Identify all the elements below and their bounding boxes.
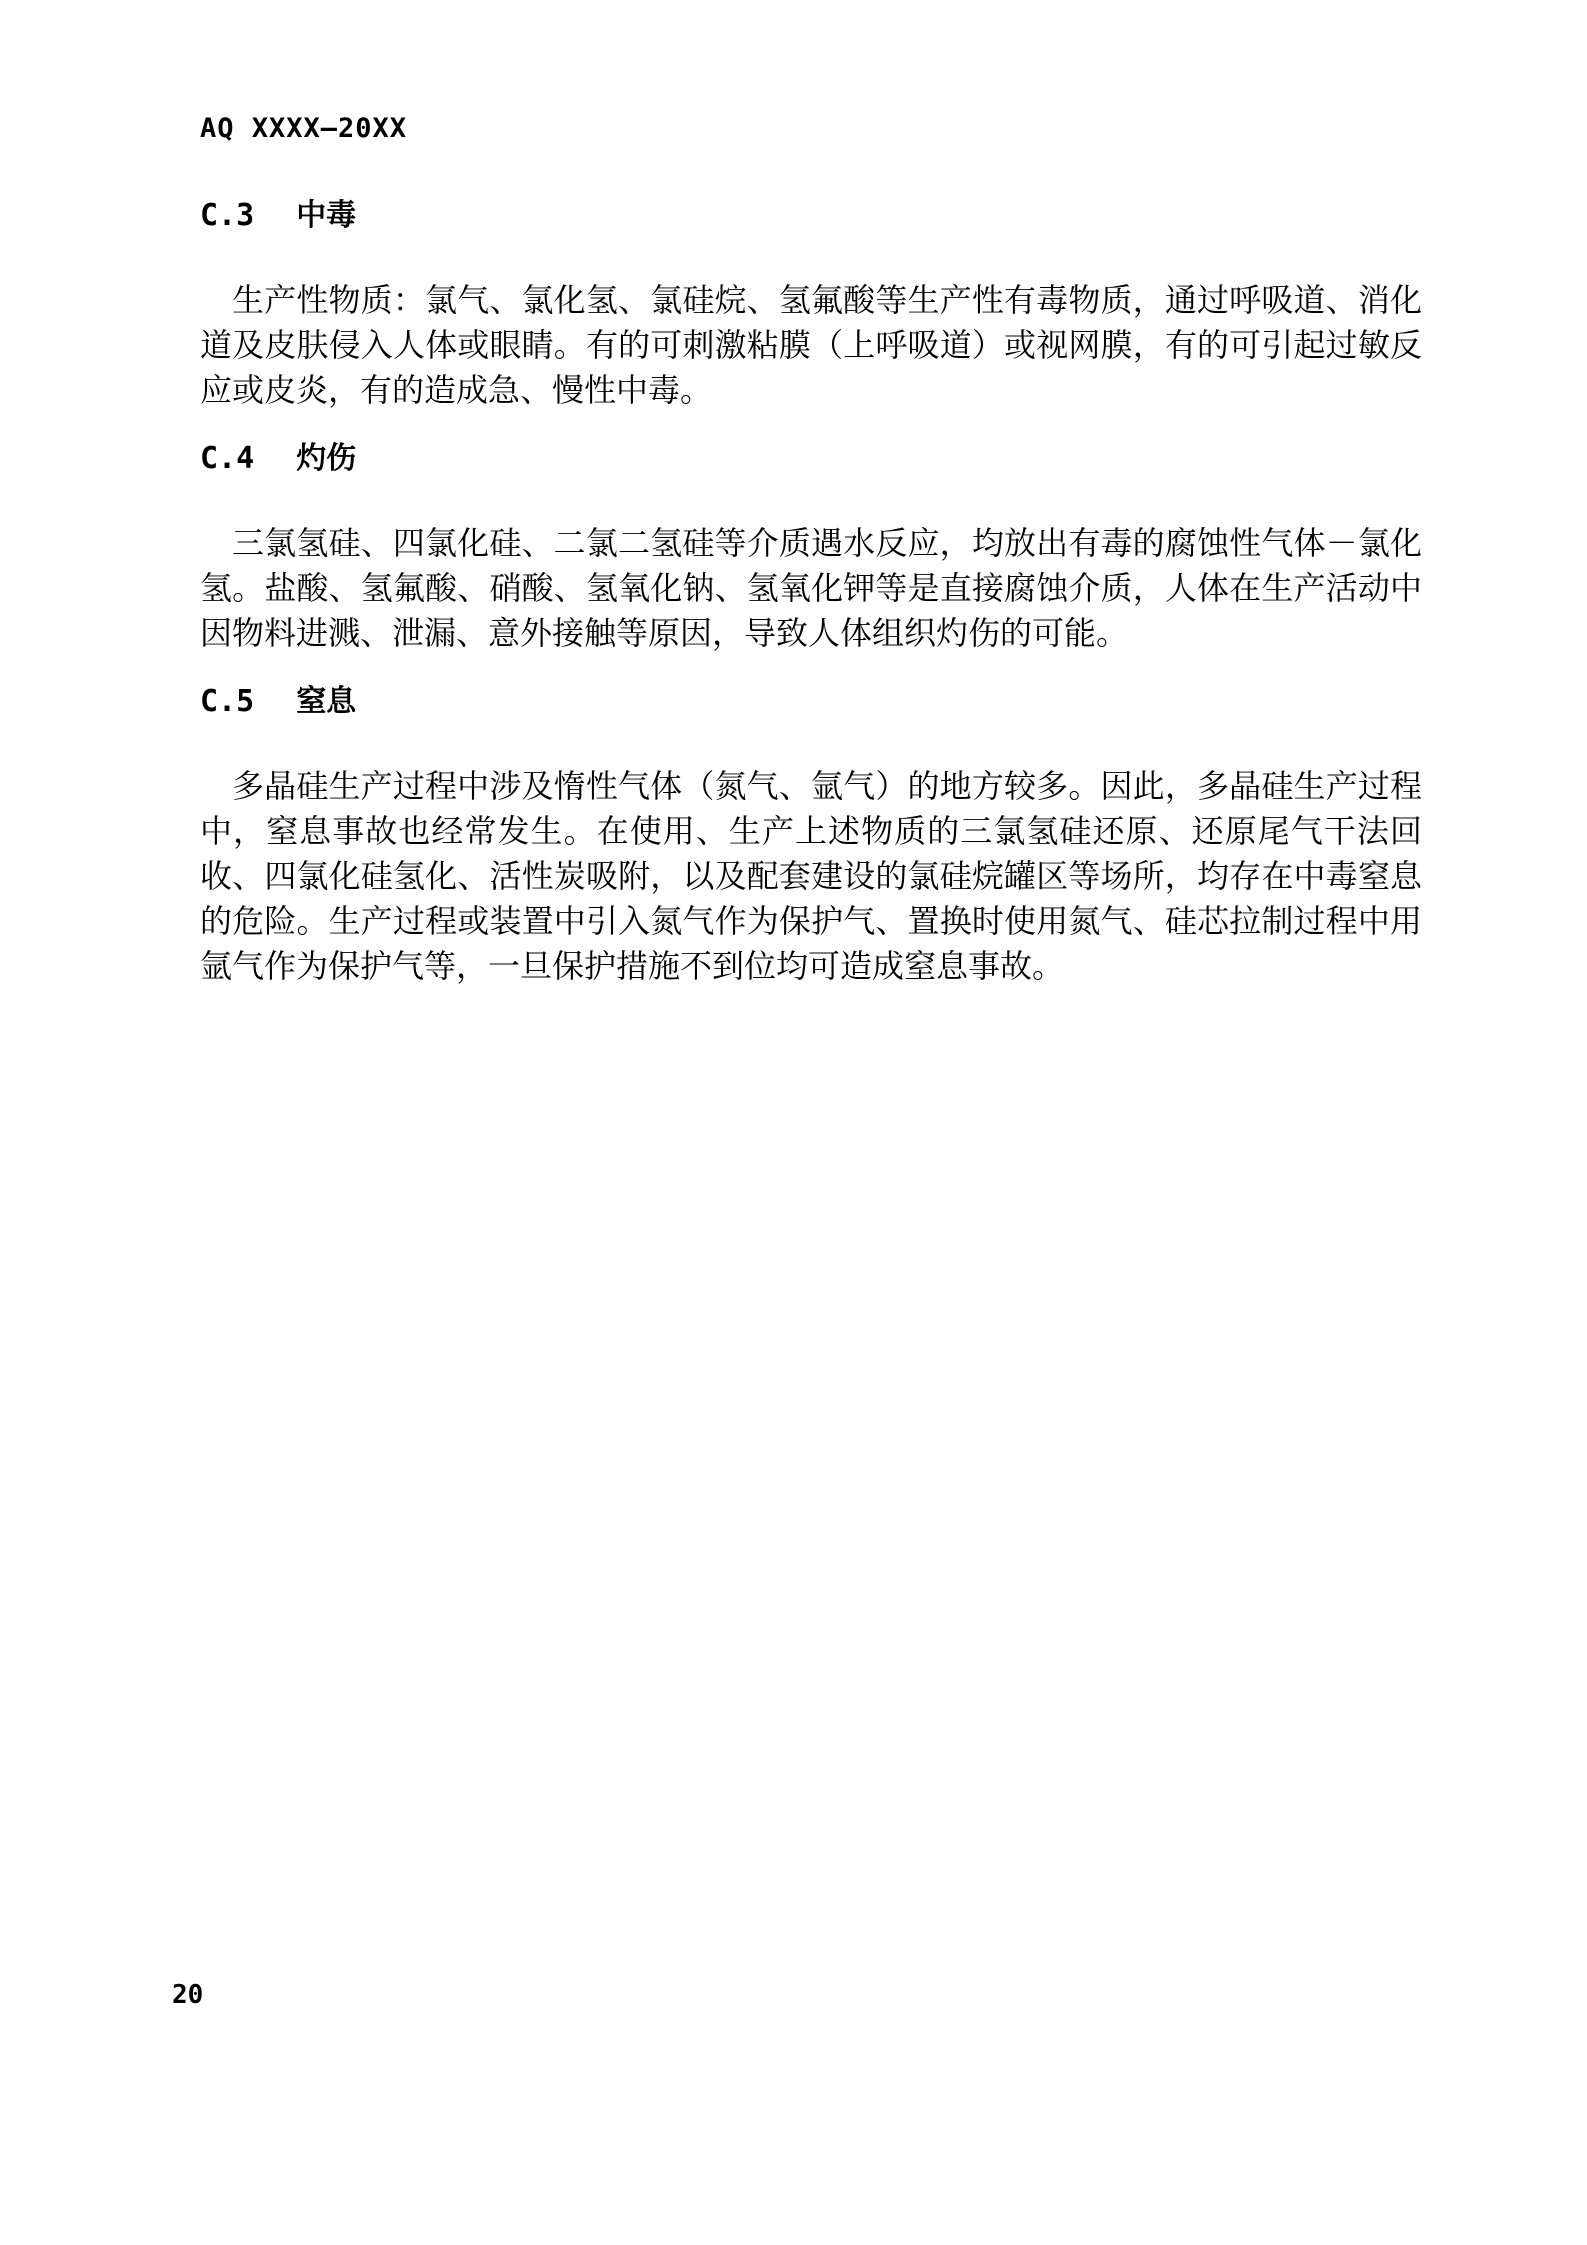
section-c3-poisoning <box>200 198 1422 413</box>
section-title: 中毒 <box>296 199 357 232</box>
section-title: 窒息 <box>296 685 357 718</box>
section-body-paragraph: 多晶硅生产过程中涉及惰性气体（氮气、氩气）的地方较多。因此，多晶硅生产过程中，窒息事故也经常发生。在使用、生产上述物质的三氯氢硅还原、还原尾气干法回收、四氯化硅氢化、活性炭吸附，以及配套建设的氯硅烷罐区等场所，均存在中毒窒息的危险。生产过程或装置中引入氮气作为保护气、置换时使用氮气、硅芯拉制过程中用氩气作为保护气等，一旦保护措施不到位均可造成窒息事故。 <box>200 768 1422 984</box>
section-body-paragraph: 生产性物质：氯气、氯化氢、氯硅烷、氢氟酸等生产性有毒物质，通过呼吸道、消化道及皮肤侵入人体或眼睛。有的可刺激粘膜（上呼吸道）或视网膜，有的可引起过敏反应或皮炎，有的造成急、慢性中毒。 <box>200 282 1422 408</box>
standard-code-header: AQ XXXX—20XX <box>200 113 408 144</box>
section-c4-burns <box>200 441 1422 656</box>
section-body-paragraph: 三氯氢硅、四氯化硅、二氯二氢硅等介质遇水反应，均放出有毒的腐蚀性气体－氯化氢。盐酸、氢氟酸、硝酸、氢氧化钠、氢氧化钾等是直接腐蚀介质，人体在生产活动中因物料进溅、泄漏、意外接触等原因，导致人体组织灼伤的可能。 <box>200 525 1422 651</box>
section-number: C.3 <box>200 198 255 233</box>
section-title: 灼伤 <box>296 442 357 475</box>
section-c5-asphyxiation <box>200 684 1422 989</box>
section-heading <box>200 441 1422 477</box>
section-number: C.4 <box>200 441 255 476</box>
page-number: 20 <box>172 1980 204 2010</box>
section-heading <box>200 684 1422 720</box>
page-content <box>200 198 1422 989</box>
section-heading <box>200 198 1422 234</box>
section-number: C.5 <box>200 684 255 719</box>
